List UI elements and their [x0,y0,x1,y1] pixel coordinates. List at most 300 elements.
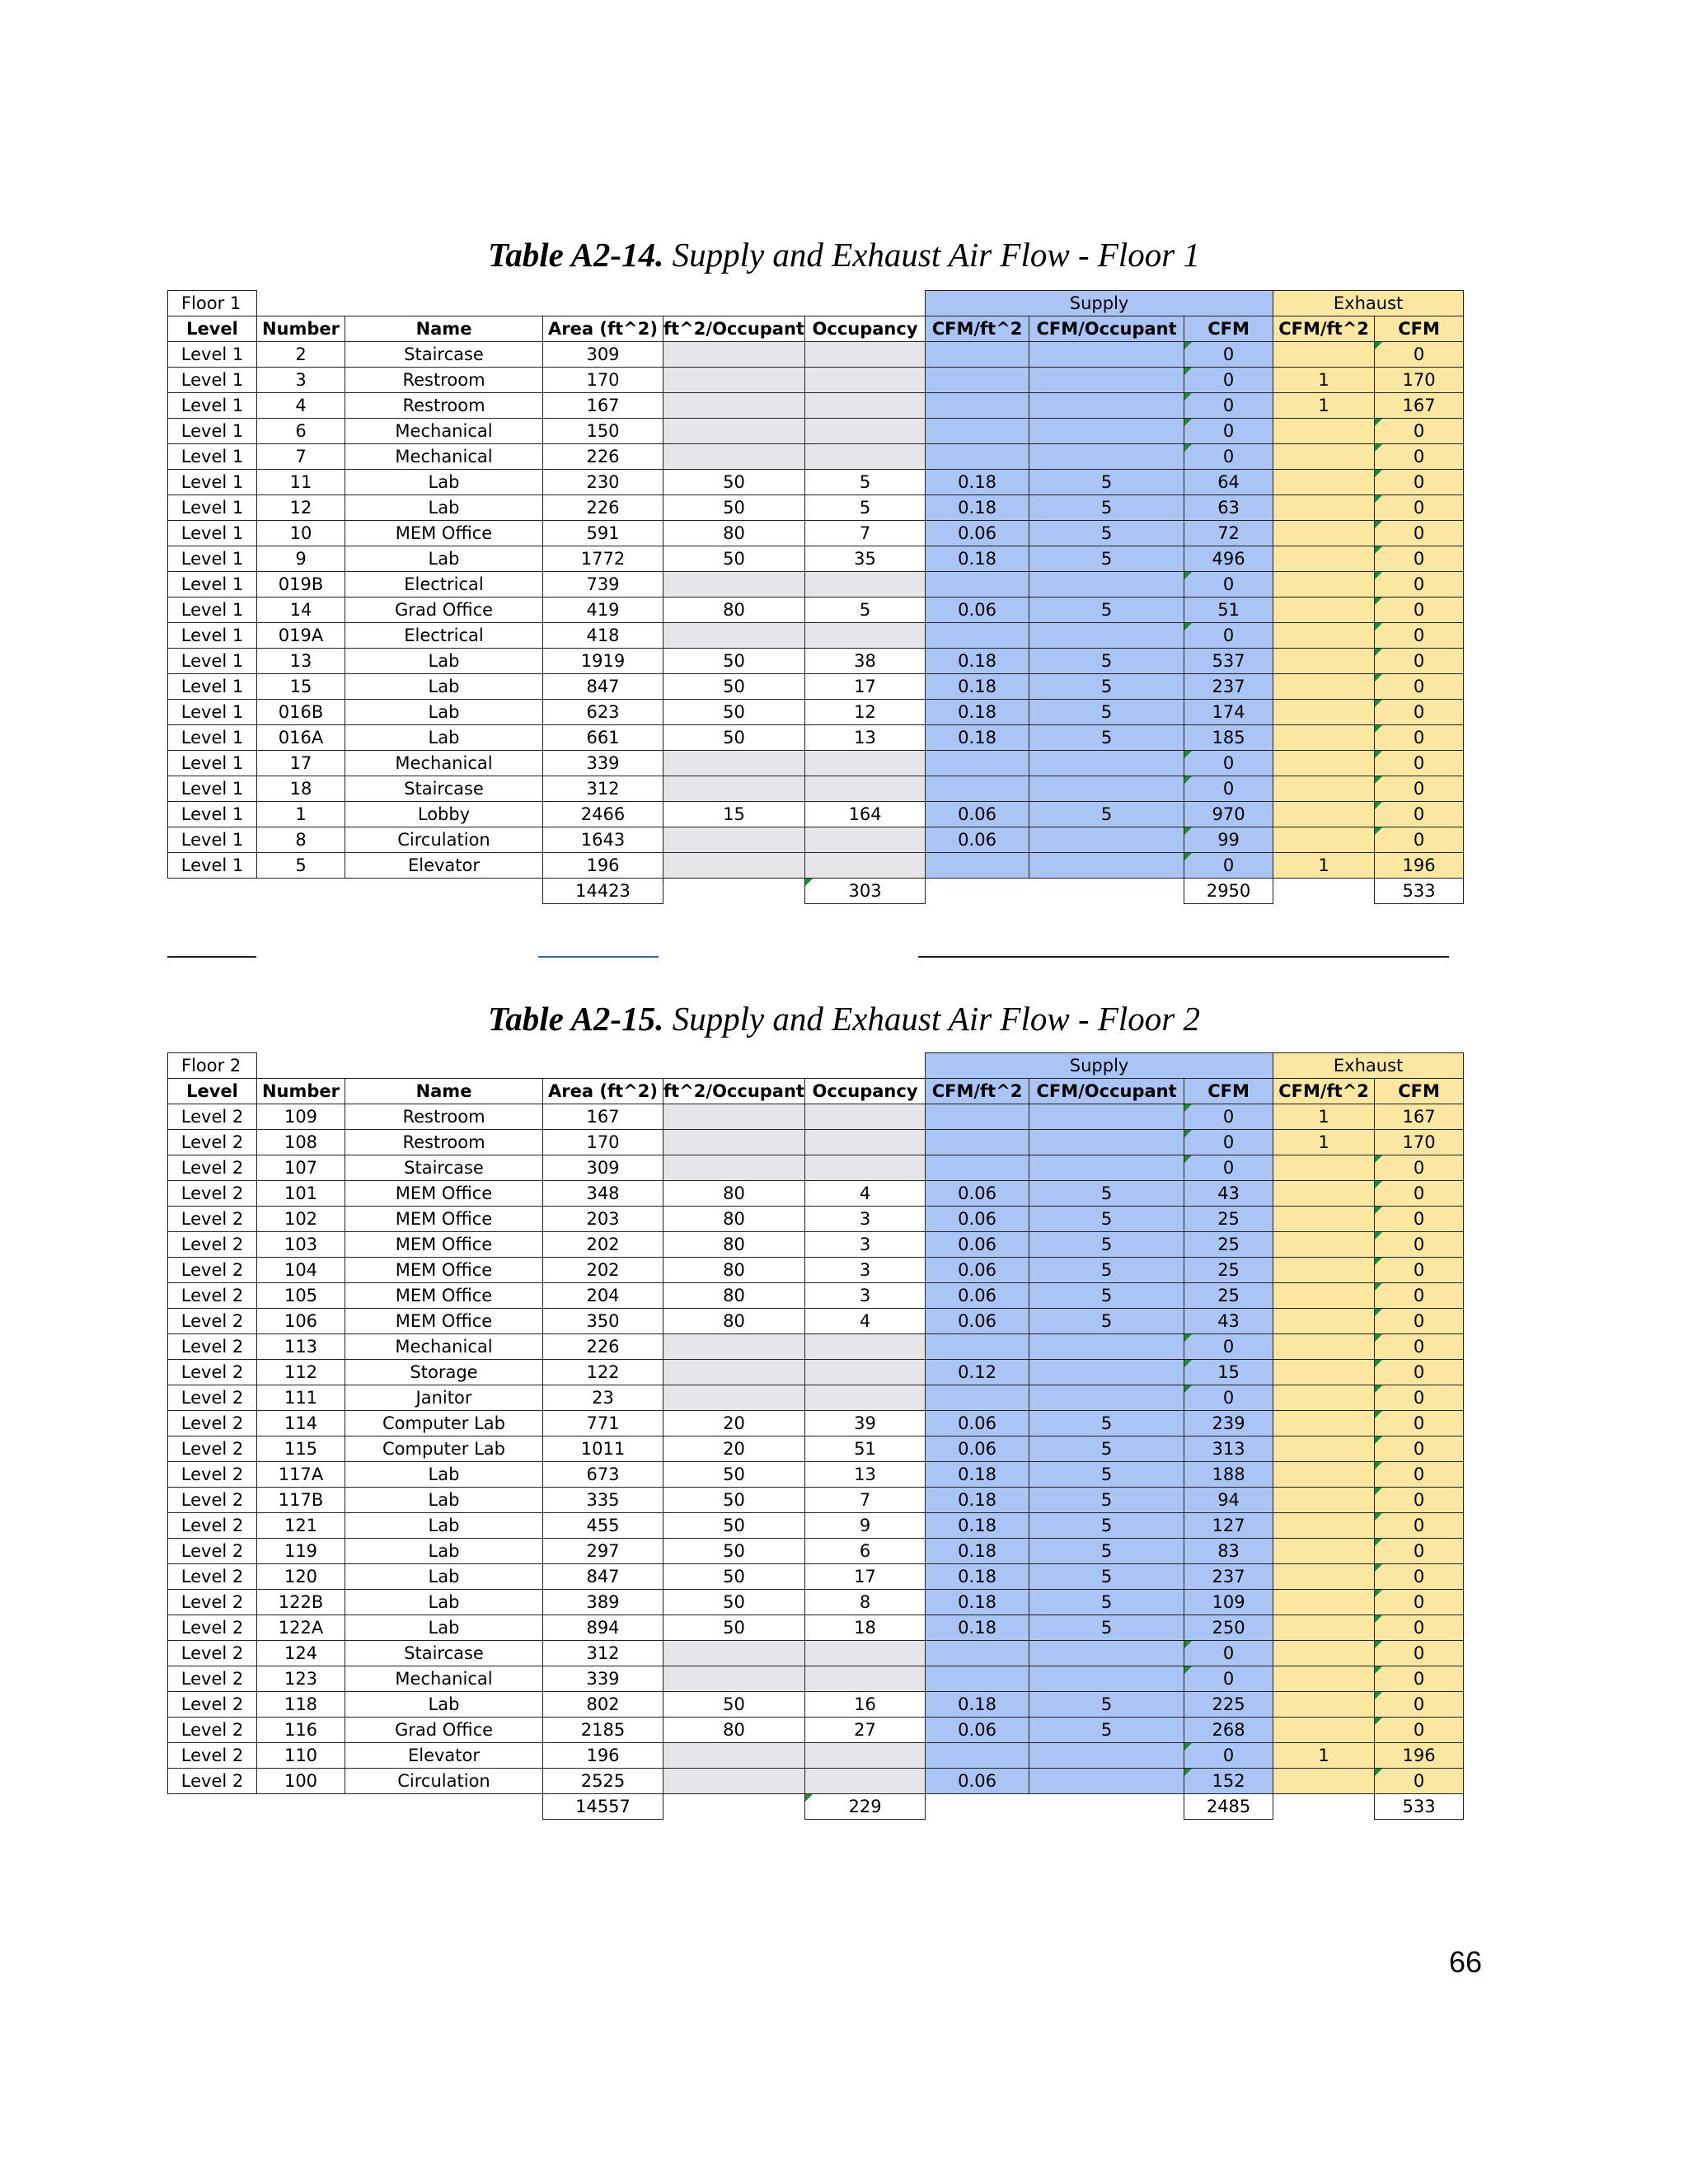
table-row [168,1309,1464,1334]
table-row [168,1692,1464,1718]
cell-number: 1 [257,802,345,827]
cell-supply-cfm: 0 [1184,342,1273,368]
cell-area: 196 [543,853,663,879]
cell-supply-cfm-per-ft2: 0.18 [926,495,1029,521]
cell-supply-cfm: 99 [1184,827,1273,853]
cell-ft2-per-occupant [663,444,805,470]
cell-supply-cfm-per-ft2: 0.06 [926,802,1029,827]
cell-ft2-per-occupant: 15 [663,802,805,827]
cell-area: 1643 [543,827,663,853]
cell-level: Level 1 [168,495,257,521]
table-row [168,1334,1464,1360]
totals-spacer [926,879,1184,904]
cell-occupancy: 39 [805,1411,926,1436]
cell-supply-cfm-per-ft2: 0.18 [926,674,1029,700]
table-row [168,827,1464,853]
header-name: Name [345,316,543,342]
cell-level: Level 2 [168,1488,257,1513]
cell-supply-cfm-per-occupant [1029,623,1184,649]
cell-area: 204 [543,1283,663,1309]
cell-exhaust-cfm: 0 [1375,1462,1464,1488]
cell-exhaust-cfm: 0 [1375,1692,1464,1718]
cell-supply-cfm-per-ft2: 0.18 [926,1488,1029,1513]
cell-name: Mechanical [345,1666,543,1692]
cell-supply-cfm-per-occupant [1029,1666,1184,1692]
cell-exhaust-cfm: 0 [1375,623,1464,649]
cell-area: 203 [543,1207,663,1232]
cell-area: 348 [543,1181,663,1207]
cell-supply-cfm-per-ft2 [926,751,1029,776]
cell-supply-cfm: 51 [1184,598,1273,623]
table-row [168,674,1464,700]
cell-ft2-per-occupant [663,1769,805,1794]
table-row [168,1411,1464,1436]
cell-name: MEM Office [345,1232,543,1258]
cell-name: Mechanical [345,1334,543,1360]
table-row [168,853,1464,879]
cell-occupancy [805,1360,926,1385]
cell-occupancy: 35 [805,546,926,572]
cell-exhaust-cfm: 0 [1375,1309,1464,1334]
cell-area: 350 [543,1309,663,1334]
cell-supply-cfm: 174 [1184,700,1273,725]
cell-name: Lab [345,1488,543,1513]
header-ft2-per-occupant: ft^2/Occupant [663,316,805,342]
table-row [168,1488,1464,1513]
cell-occupancy: 3 [805,1232,926,1258]
cell-level: Level 1 [168,751,257,776]
cell-level: Level 1 [168,546,257,572]
cell-name: Lab [345,1462,543,1488]
header-number: Number [257,316,345,342]
cell-ft2-per-occupant: 50 [663,495,805,521]
table-row [168,1769,1464,1794]
header-ft2-per-occupant: ft^2/Occupant [663,1079,805,1104]
cell-name: Lab [345,1539,543,1564]
cell-level: Level 2 [168,1155,257,1181]
cell-supply-cfm: 496 [1184,546,1273,572]
cell-name: Mechanical [345,419,543,444]
cell-exhaust-cfm-per-ft2: 1 [1273,1130,1375,1155]
cell-area: 2185 [543,1718,663,1743]
cell-level: Level 2 [168,1207,257,1232]
cell-exhaust-cfm: 0 [1375,674,1464,700]
table-row [168,1207,1464,1232]
cell-exhaust-cfm: 0 [1375,700,1464,725]
cell-supply-cfm-per-occupant [1029,1155,1184,1181]
cell-number: 109 [257,1104,345,1130]
cell-exhaust-cfm-per-ft2 [1273,598,1375,623]
header-supply-cfm-per-occupant: CFM/Occupant [1029,316,1184,342]
cell-name: Staircase [345,776,543,802]
cell-area: 847 [543,1564,663,1590]
cell-name: Lab [345,1692,543,1718]
cell-number: 18 [257,776,345,802]
cell-exhaust-cfm: 0 [1375,1283,1464,1309]
table-row [168,751,1464,776]
header-number: Number [257,1079,345,1104]
cell-exhaust-cfm: 196 [1375,1743,1464,1769]
cell-ft2-per-occupant: 80 [663,1718,805,1743]
cell-supply-cfm-per-ft2 [926,1155,1029,1181]
cell-level: Level 1 [168,393,257,419]
cell-supply-cfm: 239 [1184,1411,1273,1436]
page-number: 66 [1449,1945,1483,1979]
cell-area: 1919 [543,649,663,674]
cell-name: MEM Office [345,1283,543,1309]
cell-number: 4 [257,393,345,419]
cell-name: Computer Lab [345,1436,543,1462]
cell-ft2-per-occupant [663,1104,805,1130]
cell-supply-cfm-per-occupant [1029,1385,1184,1411]
cell-occupancy: 6 [805,1539,926,1564]
cell-supply-cfm-per-ft2 [926,623,1029,649]
table-row [168,1181,1464,1207]
cell-supply-cfm-per-ft2: 0.06 [926,1258,1029,1283]
table-row [168,393,1464,419]
cell-occupancy: 9 [805,1513,926,1539]
table-row [168,1385,1464,1411]
cell-name: Restroom [345,1130,543,1155]
cell-level: Level 2 [168,1718,257,1743]
cell-exhaust-cfm-per-ft2 [1273,1334,1375,1360]
cell-supply-cfm-per-ft2 [926,1666,1029,1692]
cell-supply-cfm: 0 [1184,1155,1273,1181]
cell-exhaust-cfm: 0 [1375,1718,1464,1743]
underline-rule [538,956,659,958]
cell-supply-cfm-per-ft2: 0.18 [926,470,1029,495]
header-supply-cfm: CFM [1184,1079,1273,1104]
cell-exhaust-cfm: 0 [1375,1155,1464,1181]
cell-ft2-per-occupant [663,1155,805,1181]
cell-level: Level 1 [168,853,257,879]
header-supply-cfm-per-occupant: CFM/Occupant [1029,1079,1184,1104]
cell-name: Lab [345,1513,543,1539]
cell-supply-cfm-per-ft2 [926,444,1029,470]
cell-supply-cfm-per-occupant [1029,1743,1184,1769]
cell-supply-cfm-per-occupant: 5 [1029,1436,1184,1462]
cell-ft2-per-occupant [663,1743,805,1769]
cell-supply-cfm: 0 [1184,853,1273,879]
cell-level: Level 2 [168,1411,257,1436]
cell-supply-cfm: 25 [1184,1258,1273,1283]
cell-number: 118 [257,1692,345,1718]
cell-supply-cfm-per-occupant: 5 [1029,1564,1184,1590]
totals-spacer [663,879,805,904]
cell-supply-cfm: 64 [1184,470,1273,495]
table-row [168,1666,1464,1692]
cell-supply-cfm: 268 [1184,1718,1273,1743]
totals-spacer [1273,1794,1375,1820]
cell-supply-cfm: 0 [1184,368,1273,393]
cell-area: 739 [543,572,663,598]
cell-occupancy: 3 [805,1207,926,1232]
cell-supply-cfm: 152 [1184,1769,1273,1794]
cell-level: Level 1 [168,700,257,725]
cell-number: 111 [257,1385,345,1411]
cell-supply-cfm-per-ft2: 0.06 [926,1411,1029,1436]
table-row [168,725,1464,751]
cell-occupancy: 51 [805,1436,926,1462]
cell-supply-cfm-per-occupant [1029,1769,1184,1794]
cell-exhaust-cfm: 0 [1375,1360,1464,1385]
cell-ft2-per-occupant: 50 [663,725,805,751]
totals-spacer [663,1794,805,1820]
cell-number: 9 [257,546,345,572]
cell-supply-cfm-per-occupant: 5 [1029,598,1184,623]
cell-exhaust-cfm: 0 [1375,1641,1464,1666]
cell-supply-cfm-per-occupant [1029,572,1184,598]
table-row [168,1232,1464,1258]
cell-level: Level 2 [168,1104,257,1130]
cell-ft2-per-occupant: 80 [663,1309,805,1334]
cell-ft2-per-occupant: 50 [663,1539,805,1564]
cell-exhaust-cfm-per-ft2 [1273,546,1375,572]
cell-area: 150 [543,419,663,444]
cell-level: Level 1 [168,776,257,802]
cell-supply-cfm-per-occupant [1029,827,1184,853]
cell-area: 202 [543,1258,663,1283]
cell-exhaust-cfm-per-ft2: 1 [1273,368,1375,393]
cell-supply-cfm: 0 [1184,444,1273,470]
cell-ft2-per-occupant [663,776,805,802]
cell-supply-cfm-per-ft2: 0.12 [926,1360,1029,1385]
cell-ft2-per-occupant: 80 [663,1283,805,1309]
table-row [168,1283,1464,1309]
cell-level: Level 1 [168,572,257,598]
cell-exhaust-cfm-per-ft2 [1273,521,1375,546]
cell-supply-cfm-per-occupant: 5 [1029,1615,1184,1641]
cell-ft2-per-occupant [663,751,805,776]
cell-exhaust-cfm-per-ft2 [1273,802,1375,827]
cell-supply-cfm: 225 [1184,1692,1273,1718]
cell-area: 2525 [543,1769,663,1794]
cell-exhaust-cfm-per-ft2 [1273,649,1375,674]
cell-supply-cfm-per-ft2 [926,776,1029,802]
cell-level: Level 2 [168,1309,257,1334]
cell-name: Computer Lab [345,1411,543,1436]
cell-supply-cfm: 250 [1184,1615,1273,1641]
cell-exhaust-cfm-per-ft2 [1273,1360,1375,1385]
cell-exhaust-cfm: 0 [1375,751,1464,776]
cell-exhaust-cfm: 0 [1375,1334,1464,1360]
cell-number: 15 [257,674,345,700]
cell-name: MEM Office [345,1207,543,1232]
cell-number: 100 [257,1769,345,1794]
cell-exhaust-cfm-per-ft2 [1273,827,1375,853]
cell-supply-cfm-per-ft2: 0.06 [926,598,1029,623]
cell-name: Storage [345,1360,543,1385]
cell-area: 339 [543,751,663,776]
cell-area: 335 [543,1488,663,1513]
cell-supply-cfm-per-ft2: 0.18 [926,1692,1029,1718]
cell-supply-cfm: 63 [1184,495,1273,521]
cell-exhaust-cfm: 0 [1375,1411,1464,1436]
group-header-row [168,1053,1464,1079]
floor-label: Floor 2 [168,1053,257,1079]
cell-number: 3 [257,368,345,393]
cell-area: 673 [543,1462,663,1488]
cell-level: Level 1 [168,623,257,649]
cell-name: Staircase [345,1641,543,1666]
cell-name: Lab [345,725,543,751]
cell-area: 418 [543,623,663,649]
table-row [168,598,1464,623]
cell-supply-cfm-per-occupant: 5 [1029,1590,1184,1615]
cell-ft2-per-occupant: 20 [663,1436,805,1462]
cell-supply-cfm: 15 [1184,1360,1273,1385]
cell-supply-cfm: 43 [1184,1181,1273,1207]
cell-level: Level 2 [168,1743,257,1769]
cell-exhaust-cfm-per-ft2 [1273,1462,1375,1488]
cell-ft2-per-occupant: 50 [663,1590,805,1615]
cell-exhaust-cfm: 0 [1375,1385,1464,1411]
table-row [168,572,1464,598]
cell-supply-cfm: 188 [1184,1462,1273,1488]
cell-exhaust-cfm-per-ft2: 1 [1273,1743,1375,1769]
cell-area: 389 [543,1590,663,1615]
cell-ft2-per-occupant [663,827,805,853]
cell-exhaust-cfm: 0 [1375,1513,1464,1539]
cell-supply-cfm-per-ft2: 0.06 [926,1181,1029,1207]
cell-supply-cfm-per-occupant [1029,1130,1184,1155]
cell-ft2-per-occupant: 50 [663,1692,805,1718]
cell-level: Level 2 [168,1385,257,1411]
cell-occupancy [805,393,926,419]
cell-exhaust-cfm-per-ft2 [1273,572,1375,598]
cell-supply-cfm: 237 [1184,1564,1273,1590]
cell-ft2-per-occupant [663,623,805,649]
cell-occupancy: 7 [805,521,926,546]
table-row [168,1615,1464,1641]
cell-exhaust-cfm: 0 [1375,1769,1464,1794]
cell-area: 1772 [543,546,663,572]
cell-supply-cfm: 83 [1184,1539,1273,1564]
column-header-row [168,316,1464,342]
cell-occupancy [805,1130,926,1155]
cell-supply-cfm: 537 [1184,649,1273,674]
cell-name: MEM Office [345,521,543,546]
cell-number: 12 [257,495,345,521]
cell-level: Level 1 [168,368,257,393]
cell-ft2-per-occupant: 80 [663,1232,805,1258]
cell-exhaust-cfm: 167 [1375,393,1464,419]
header-area: Area (ft^2) [543,1079,663,1104]
header-exhaust-cfm-per-ft2: CFM/ft^2 [1273,1079,1375,1104]
cell-area: 122 [543,1360,663,1385]
cell-exhaust-cfm-per-ft2 [1273,1718,1375,1743]
cell-name: Lab [345,1590,543,1615]
header-occupancy: Occupancy [805,316,926,342]
cell-ft2-per-occupant: 50 [663,1615,805,1641]
cell-level: Level 2 [168,1130,257,1155]
cell-supply-cfm-per-ft2: 0.06 [926,1769,1029,1794]
cell-number: 101 [257,1181,345,1207]
cell-supply-cfm-per-occupant: 5 [1029,1283,1184,1309]
totals-spacer [1273,879,1375,904]
cell-supply-cfm-per-occupant: 5 [1029,1411,1184,1436]
cell-occupancy [805,853,926,879]
cell-exhaust-cfm-per-ft2 [1273,776,1375,802]
cell-supply-cfm-per-ft2 [926,853,1029,879]
cell-supply-cfm-per-occupant [1029,342,1184,368]
cell-name: Staircase [345,1155,543,1181]
header-supply-cfm-per-ft2: CFM/ft^2 [926,1079,1029,1104]
cell-exhaust-cfm-per-ft2 [1273,751,1375,776]
header-area: Area (ft^2) [543,316,663,342]
cell-level: Level 1 [168,444,257,470]
cell-supply-cfm: 43 [1184,1309,1273,1334]
cell-exhaust-cfm-per-ft2: 1 [1273,853,1375,879]
cell-number: 107 [257,1155,345,1181]
cell-exhaust-cfm-per-ft2 [1273,1641,1375,1666]
table-row [168,368,1464,393]
cell-supply-cfm-per-ft2: 0.18 [926,1615,1029,1641]
cell-number: 17 [257,751,345,776]
cell-level: Level 1 [168,725,257,751]
underline-rule [918,956,1449,958]
header-level: Level [168,1079,257,1104]
cell-number: 016B [257,700,345,725]
cell-supply-cfm: 0 [1184,1385,1273,1411]
cell-occupancy [805,1743,926,1769]
cell-number: 019B [257,572,345,598]
cell-area: 202 [543,1232,663,1258]
table-row [168,1155,1464,1181]
total-supply-cfm: 2485 [1184,1794,1273,1820]
total-occupancy: 303 [805,879,926,904]
cell-supply-cfm-per-occupant: 5 [1029,1207,1184,1232]
cell-area: 23 [543,1385,663,1411]
header-occupancy: Occupancy [805,1079,926,1104]
cell-number: 112 [257,1360,345,1385]
cell-exhaust-cfm: 0 [1375,598,1464,623]
cell-number: 108 [257,1130,345,1155]
cell-number: 7 [257,444,345,470]
cell-occupancy: 27 [805,1718,926,1743]
table-row [168,802,1464,827]
cell-name: Electrical [345,572,543,598]
cell-area: 847 [543,674,663,700]
table-row [168,1539,1464,1564]
cell-area: 167 [543,393,663,419]
cell-supply-cfm-per-ft2: 0.06 [926,1283,1029,1309]
cell-supply-cfm-per-occupant: 5 [1029,546,1184,572]
cell-supply-cfm-per-ft2: 0.06 [926,1309,1029,1334]
cell-exhaust-cfm: 0 [1375,1488,1464,1513]
cell-exhaust-cfm-per-ft2 [1273,470,1375,495]
cell-area: 230 [543,470,663,495]
cell-supply-cfm-per-occupant: 5 [1029,802,1184,827]
table-row [168,1104,1464,1130]
cell-supply-cfm-per-ft2: 0.06 [926,1436,1029,1462]
cell-supply-cfm-per-occupant: 5 [1029,1539,1184,1564]
table-row [168,521,1464,546]
group-header-row [168,291,1464,316]
cell-supply-cfm-per-ft2 [926,419,1029,444]
cell-number: 5 [257,853,345,879]
cell-exhaust-cfm-per-ft2 [1273,1615,1375,1641]
cell-supply-cfm-per-occupant: 5 [1029,649,1184,674]
cell-level: Level 1 [168,419,257,444]
cell-supply-cfm-per-occupant [1029,776,1184,802]
cell-exhaust-cfm: 0 [1375,1539,1464,1564]
cell-exhaust-cfm: 0 [1375,495,1464,521]
cell-area: 623 [543,700,663,725]
cell-area: 419 [543,598,663,623]
cell-area: 1011 [543,1436,663,1462]
cell-occupancy: 5 [805,598,926,623]
